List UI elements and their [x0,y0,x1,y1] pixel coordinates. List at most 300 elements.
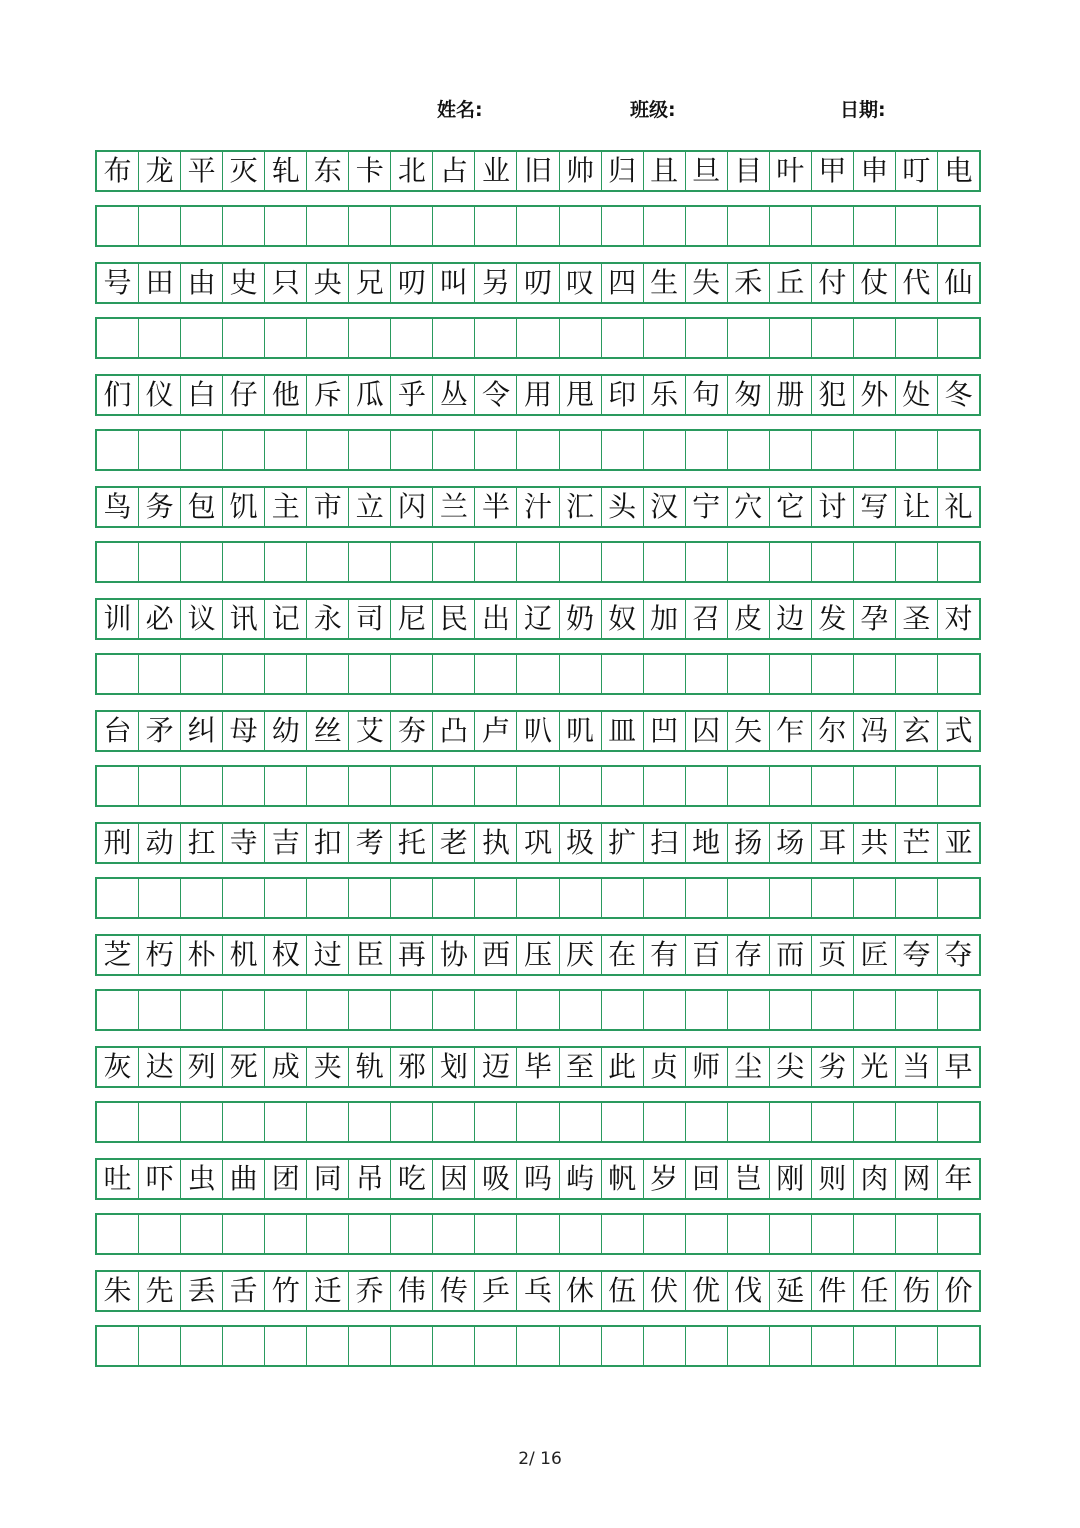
practice-cell[interactable] [223,655,265,693]
practice-cell[interactable] [307,767,349,805]
practice-cell[interactable] [475,1103,517,1141]
practice-cell[interactable] [181,431,223,469]
practice-cell[interactable] [433,1327,475,1365]
practice-cell[interactable] [223,767,265,805]
practice-cell[interactable] [475,431,517,469]
practice-cell[interactable] [433,319,475,357]
practice-cell[interactable] [770,543,812,581]
practice-cell[interactable] [686,1327,728,1365]
character-cell: 饥 [223,488,265,526]
practice-cell[interactable] [349,879,391,917]
practice-cell[interactable] [139,767,181,805]
practice-cell[interactable] [938,879,979,917]
practice-cell[interactable] [854,543,896,581]
practice-cell[interactable] [854,767,896,805]
character-cell: 仙 [944,266,973,299]
practice-cell[interactable] [223,431,265,469]
practice-cell[interactable] [349,1103,391,1141]
practice-cell[interactable] [728,767,770,805]
character-cell: 吐 [97,1160,139,1198]
practice-cell[interactable] [475,879,517,917]
character-cell: 伍 [602,1272,644,1310]
practice-cell[interactable] [97,319,139,357]
practice-cell[interactable] [770,319,812,357]
practice-cell[interactable] [728,991,770,1029]
practice-cell[interactable] [896,1215,938,1253]
practice-cell[interactable] [265,991,307,1029]
practice-cell[interactable] [391,1327,433,1365]
practice-cell[interactable] [307,431,349,469]
character-cell: 丢 [181,1272,223,1310]
character-cell: 因 [433,1160,475,1198]
practice-cell[interactable] [265,1215,307,1253]
character-cell: 禾 [728,264,770,302]
practice-cell[interactable] [644,767,686,805]
practice-cell[interactable] [686,767,728,805]
practice-cell[interactable] [644,431,686,469]
character-row [95,598,981,640]
practice-cell[interactable] [475,319,517,357]
practice-cell[interactable] [517,543,559,581]
practice-cell[interactable] [602,543,644,581]
practice-cell[interactable] [307,543,349,581]
practice-cell[interactable] [475,1215,517,1253]
practice-cell[interactable] [938,767,979,805]
practice-cell[interactable] [139,991,181,1029]
practice-cell[interactable] [602,319,644,357]
character-cell: 申 [854,152,896,190]
practice-cell[interactable] [97,207,139,245]
character-cell: 吃 [391,1160,433,1198]
practice-cell[interactable] [223,879,265,917]
character-cell: 讯 [223,600,265,638]
practice-cell[interactable] [349,1215,391,1253]
practice-cell[interactable] [854,655,896,693]
character-cell: 执 [475,824,517,862]
practice-cell[interactable] [475,767,517,805]
practice-cell[interactable] [139,1103,181,1141]
practice-cell[interactable] [602,1327,644,1365]
practice-cell[interactable] [644,879,686,917]
practice-cell[interactable] [602,1103,644,1141]
practice-cell[interactable] [728,207,770,245]
character-cell: 旧 [517,152,559,190]
practice-cell[interactable] [560,879,602,917]
practice-cell[interactable] [139,879,181,917]
practice-cell[interactable] [560,1327,602,1365]
practice-cell[interactable] [812,543,854,581]
practice-cell[interactable] [644,207,686,245]
character-cell: 托 [391,824,433,862]
practice-cell[interactable] [307,1215,349,1253]
practice-cell[interactable] [560,767,602,805]
practice-cell[interactable] [181,207,223,245]
practice-cell[interactable] [644,991,686,1029]
practice-cell[interactable] [265,431,307,469]
character-cell: 它 [770,488,812,526]
practice-cell[interactable] [728,431,770,469]
practice-cell[interactable] [265,879,307,917]
character-cell: 台 [97,712,139,750]
character-cell: 件 [812,1272,854,1310]
practice-cell[interactable] [812,1215,854,1253]
name-label: 姓名: [437,99,483,121]
practice-row [95,205,981,247]
character-cell: 仔 [223,376,265,414]
practice-cell[interactable] [139,1327,181,1365]
character-cell: 业 [475,152,517,190]
practice-cell[interactable] [391,431,433,469]
practice-cell[interactable] [475,655,517,693]
character-cell: 岂 [728,1160,770,1198]
practice-cell[interactable] [770,879,812,917]
practice-cell[interactable] [475,991,517,1029]
practice-cell[interactable] [97,543,139,581]
character-cell: 权 [265,936,307,974]
character-cell: 且 [644,152,686,190]
practice-cell[interactable] [181,1327,223,1365]
practice-cell[interactable] [728,655,770,693]
practice-cell[interactable] [349,319,391,357]
practice-cell[interactable] [307,1327,349,1365]
practice-cell[interactable] [560,1215,602,1253]
character-cell: 而 [770,936,812,974]
practice-cell[interactable] [391,1103,433,1141]
practice-cell[interactable] [223,543,265,581]
practice-cell[interactable] [139,319,181,357]
practice-cell[interactable] [475,207,517,245]
practice-cell[interactable] [517,655,559,693]
practice-cell[interactable] [728,1103,770,1141]
character-cell: 刑 [97,824,139,862]
practice-cell[interactable] [433,1103,475,1141]
practice-cell[interactable] [602,879,644,917]
practice-cell[interactable] [560,991,602,1029]
practice-cell[interactable] [349,1327,391,1365]
practice-cell[interactable] [433,655,475,693]
practice-cell[interactable] [181,655,223,693]
character-cell: 用 [517,376,559,414]
practice-cell[interactable] [644,1327,686,1365]
practice-cell[interactable] [391,319,433,357]
character-cell: 西 [475,936,517,974]
character-cell: 立 [349,488,391,526]
character-cell: 代 [896,264,938,302]
practice-cell[interactable] [181,991,223,1029]
practice-cell[interactable] [686,431,728,469]
practice-cell[interactable] [686,991,728,1029]
practice-cell[interactable] [686,655,728,693]
character-cell: 夹 [307,1048,349,1086]
practice-cell[interactable] [686,319,728,357]
character-cell: 吉 [265,824,307,862]
practice-cell[interactable] [686,1215,728,1253]
practice-cell[interactable] [644,1103,686,1141]
practice-cell[interactable] [938,319,979,357]
practice-cell[interactable] [433,431,475,469]
character-cell: 龙 [139,152,181,190]
practice-cell[interactable] [139,543,181,581]
practice-cell[interactable] [896,1327,938,1365]
practice-cell[interactable] [517,431,559,469]
practice-cell[interactable] [938,207,979,245]
practice-cell[interactable] [728,1215,770,1253]
character-cell: 布 [97,152,139,190]
practice-cell[interactable] [938,543,979,581]
practice-cell[interactable] [475,543,517,581]
practice-cell[interactable] [938,655,979,693]
practice-cell[interactable] [181,319,223,357]
practice-cell[interactable] [812,655,854,693]
practice-cell[interactable] [265,655,307,693]
practice-cell[interactable] [517,991,559,1029]
practice-cell[interactable] [938,991,979,1029]
practice-cell[interactable] [896,543,938,581]
practice-cell[interactable] [602,207,644,245]
character-cell: 灰 [97,1048,139,1086]
practice-cell[interactable] [97,879,139,917]
practice-cell[interactable] [391,655,433,693]
practice-cell[interactable] [812,431,854,469]
practice-cell[interactable] [433,879,475,917]
practice-cell[interactable] [560,207,602,245]
practice-cell[interactable] [854,207,896,245]
practice-cell[interactable] [391,991,433,1029]
character-cell: 务 [139,488,181,526]
practice-cell[interactable] [644,319,686,357]
practice-cell[interactable] [938,1215,979,1253]
practice-cell[interactable] [265,207,307,245]
practice-cell[interactable] [728,543,770,581]
practice-cell[interactable] [812,991,854,1029]
practice-cell[interactable] [896,767,938,805]
character-cell: 刚 [770,1160,812,1198]
practice-cell[interactable] [223,1215,265,1253]
character-cell: 议 [181,600,223,638]
practice-cell[interactable] [517,1103,559,1141]
practice-cell[interactable] [602,767,644,805]
character-cell: 丘 [770,264,812,302]
practice-cell[interactable] [770,1327,812,1365]
character-cell: 夯 [391,712,433,750]
character-cell: 屿 [560,1160,602,1198]
practice-cell[interactable] [938,1103,979,1141]
practice-cell[interactable] [517,767,559,805]
practice-cell[interactable] [265,319,307,357]
character-cell: 伟 [391,1272,433,1310]
character-cell: 舌 [223,1272,265,1310]
practice-cell[interactable] [770,431,812,469]
practice-cell[interactable] [602,991,644,1029]
practice-cell[interactable] [181,1215,223,1253]
practice-cell[interactable] [812,1327,854,1365]
practice-cell[interactable] [517,319,559,357]
practice-cell[interactable] [896,655,938,693]
practice-cell[interactable] [560,655,602,693]
character-cell: 北 [391,152,433,190]
practice-cell[interactable] [349,655,391,693]
character-row [95,1158,981,1200]
character-cell: 冯 [854,712,896,750]
practice-cell[interactable] [517,1327,559,1365]
character-cell: 死 [223,1048,265,1086]
practice-cell[interactable] [896,431,938,469]
practice-cell[interactable] [602,655,644,693]
practice-cell[interactable] [770,767,812,805]
practice-cell[interactable] [265,543,307,581]
practice-cell[interactable] [517,879,559,917]
practice-cell[interactable] [181,1103,223,1141]
practice-cell[interactable] [349,431,391,469]
character-cell: 寺 [223,824,265,862]
practice-cell[interactable] [686,207,728,245]
practice-cell[interactable] [686,879,728,917]
practice-cell[interactable] [97,1215,139,1253]
practice-cell[interactable] [854,431,896,469]
practice-cell[interactable] [433,991,475,1029]
character-row [95,262,981,304]
character-cell: 帅 [560,152,602,190]
practice-cell[interactable] [812,319,854,357]
practice-cell[interactable] [770,1215,812,1253]
character-cell: 乔 [349,1272,391,1310]
practice-cell[interactable] [770,207,812,245]
practice-cell[interactable] [139,655,181,693]
practice-cell[interactable] [223,207,265,245]
practice-cell[interactable] [307,207,349,245]
practice-cell[interactable] [938,431,979,469]
practice-cell[interactable] [602,1215,644,1253]
character-cell: 叽 [560,712,602,750]
practice-cell[interactable] [97,655,139,693]
practice-cell[interactable] [139,207,181,245]
character-cell: 让 [896,488,938,526]
practice-cell[interactable] [475,1327,517,1365]
practice-cell[interactable] [307,991,349,1029]
practice-cell[interactable] [896,991,938,1029]
practice-cell[interactable] [896,879,938,917]
practice-cell[interactable] [560,543,602,581]
practice-cell[interactable] [97,1327,139,1365]
practice-cell[interactable] [349,207,391,245]
character-cell: 任 [854,1272,896,1310]
practice-cell[interactable] [602,431,644,469]
practice-cell[interactable] [433,767,475,805]
practice-cell[interactable] [223,1103,265,1141]
practice-cell[interactable] [560,1103,602,1141]
practice-cell[interactable] [433,207,475,245]
practice-cell[interactable] [560,431,602,469]
practice-cell[interactable] [770,655,812,693]
practice-cell[interactable] [433,1215,475,1253]
practice-row [95,317,981,359]
character-cell: 扛 [181,824,223,862]
practice-cell[interactable] [644,543,686,581]
practice-cell[interactable] [770,991,812,1029]
practice-cell[interactable] [517,1215,559,1253]
practice-cell[interactable] [307,879,349,917]
practice-cell[interactable] [812,207,854,245]
practice-cell[interactable] [686,1103,728,1141]
practice-cell[interactable] [139,1215,181,1253]
practice-cell[interactable] [812,767,854,805]
practice-cell[interactable] [391,207,433,245]
character-cell: 吗 [517,1160,559,1198]
character-cell: 白 [181,376,223,414]
character-row [95,486,981,528]
practice-cell[interactable] [854,879,896,917]
practice-cell[interactable] [97,431,139,469]
practice-cell[interactable] [349,543,391,581]
practice-cell[interactable] [938,1327,979,1365]
practice-cell[interactable] [728,879,770,917]
practice-cell[interactable] [812,879,854,917]
practice-cell[interactable] [686,543,728,581]
character-cell: 央 [307,264,349,302]
practice-cell[interactable] [265,1327,307,1365]
character-cell: 传 [433,1272,475,1310]
character-cell: 付 [812,264,854,302]
practice-cell[interactable] [181,767,223,805]
practice-cell[interactable] [391,543,433,581]
practice-cell[interactable] [349,767,391,805]
practice-cell[interactable] [854,319,896,357]
practice-cell[interactable] [433,543,475,581]
practice-cell[interactable] [896,1103,938,1141]
practice-cell[interactable] [896,207,938,245]
practice-cell[interactable] [97,767,139,805]
practice-cell[interactable] [181,543,223,581]
practice-cell[interactable] [307,319,349,357]
practice-cell[interactable] [644,1215,686,1253]
practice-cell[interactable] [349,991,391,1029]
practice-cell[interactable] [854,991,896,1029]
practice-cell[interactable] [391,879,433,917]
practice-cell[interactable] [139,431,181,469]
practice-cell[interactable] [265,767,307,805]
practice-cell[interactable] [391,1215,433,1253]
character-cell: 矢 [728,712,770,750]
practice-cell[interactable] [223,1327,265,1365]
practice-cell[interactable] [223,991,265,1029]
practice-cell[interactable] [854,1103,896,1141]
character-cell: 边 [770,600,812,638]
character-cell: 毕 [517,1048,559,1086]
practice-cell[interactable] [854,1327,896,1365]
character-cell: 臣 [349,936,391,974]
practice-cell[interactable] [181,879,223,917]
practice-cell[interactable] [728,319,770,357]
practice-cell[interactable] [896,319,938,357]
practice-row [95,1213,981,1255]
practice-cell[interactable] [97,991,139,1029]
practice-cell[interactable] [812,1103,854,1141]
character-cell: 吊 [349,1160,391,1198]
practice-cell[interactable] [307,1103,349,1141]
practice-cell[interactable] [728,1327,770,1365]
practice-cell[interactable] [265,1103,307,1141]
practice-cell[interactable] [517,207,559,245]
practice-cell[interactable] [97,1103,139,1141]
practice-cell[interactable] [770,1103,812,1141]
practice-cell[interactable] [307,655,349,693]
practice-cell[interactable] [644,655,686,693]
practice-cell[interactable] [391,767,433,805]
practice-cell[interactable] [854,1215,896,1253]
practice-cell[interactable] [560,319,602,357]
practice-cell[interactable] [223,319,265,357]
character-cell: 此 [602,1048,644,1086]
